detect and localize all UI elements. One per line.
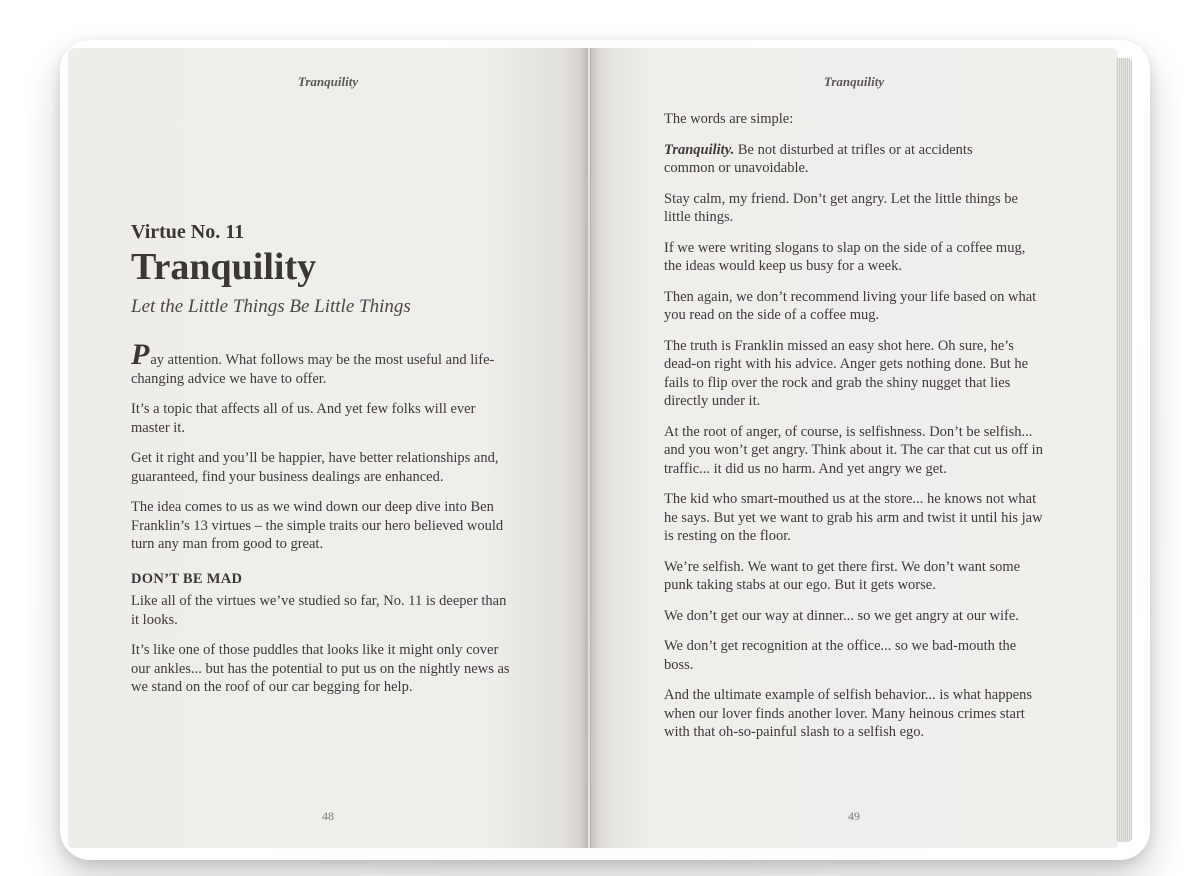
page-number-left: 48 (322, 809, 334, 823)
paragraph: Then again, we don’t recommend living your life based on what you read on the side of a coffee mug. (664, 288, 1037, 323)
intro-line: The words are simple: (664, 111, 794, 127)
quote-term: Tranquility. (664, 141, 735, 158)
first-paragraph-text: ay attention. What follows may be the most useful and life-changing advice we have to offer. (131, 352, 495, 387)
paragraph: We don’t get recognition at the office... so we bad-mouth the boss. (664, 638, 1017, 673)
paragraph: Get it right and you’ll be happier, have better relationships and, guaranteed, find your business dealings are enhanced. (131, 450, 499, 485)
paragraph: The idea comes to us as we wind down our deep dive into Ben Franklin’s 13 virtues – the simple traits our hero believed would turn any man from good to great. (131, 499, 504, 552)
paragraph: And the ultimate example of selfish behavior... is what happens when our lover finds another lover. Many heinous crimes start with that oh-so-painful slash to a selfish ego. (664, 687, 1033, 740)
right-page-content (664, 110, 1044, 754)
running-head-right: Tranquility (823, 74, 885, 89)
quote-text: Be not disturbed at trifles or at accidents common or unavoidable. (664, 141, 973, 176)
paragraph: If we were writing slogans to slap on the side of a coffee mug, the ideas would keep us busy for a week. (664, 239, 1026, 274)
paragraph: It’s like one of those puddles that looks like it might only cover our ankles... but has the potential to put us on the nightly news as we stand on the roof of our car begging for help. (131, 642, 510, 695)
drop-cap: P (131, 338, 150, 371)
left-page (68, 48, 588, 848)
section-heading: DON’T BE MAD (131, 570, 243, 587)
paragraph: We don’t get our way at dinner... so we get angry at our wife. (664, 607, 1019, 624)
paragraph: Like all of the virtues we’ve studied so far, No. 11 is deeper than it looks. (131, 593, 507, 628)
paragraph: It’s a topic that affects all of us. And yet few folks will ever master it. (131, 401, 476, 436)
book-gutter (580, 48, 600, 848)
paragraph: We’re selfish. We want to get there first. We don’t want some punk taking stabs at our ego. But it gets worse. (664, 558, 1021, 593)
left-page-content (131, 220, 511, 709)
right-page (590, 48, 1118, 848)
first-paragraph (131, 338, 511, 388)
virtue-quote (664, 141, 1004, 178)
open-book (68, 48, 1134, 858)
virtue-number: Virtue No. 11 (131, 221, 245, 243)
page-number-right: 49 (848, 809, 860, 823)
chapter-subtitle: Let the Little Things Be Little Things (131, 296, 411, 317)
running-head-left: Tranquility (297, 74, 359, 89)
chapter-title: Tranquility (131, 246, 317, 288)
page-edges (1116, 58, 1132, 842)
paragraph: Stay calm, my friend. Don’t get angry. Let the little things be little things. (664, 190, 1018, 225)
paragraph: The truth is Franklin missed an easy shot here. Oh sure, he’s dead-on right with his advice. Anger gets nothing done. But he fails to flip over the rock and grab the shiny nugget that lies directly under it. (664, 337, 1029, 409)
paragraph: At the root of anger, of course, is selfishness. Don’t be selfish... and you won’t get angry. Think about it. The car that cut us off in traffic... it did us no harm. And yet angry we get. (664, 423, 1043, 477)
paragraph: The kid who smart-mouthed us at the store... he knows not what he says. But yet we want to grab his arm and twist it until his jaw is resting on the floor. (664, 491, 1043, 544)
